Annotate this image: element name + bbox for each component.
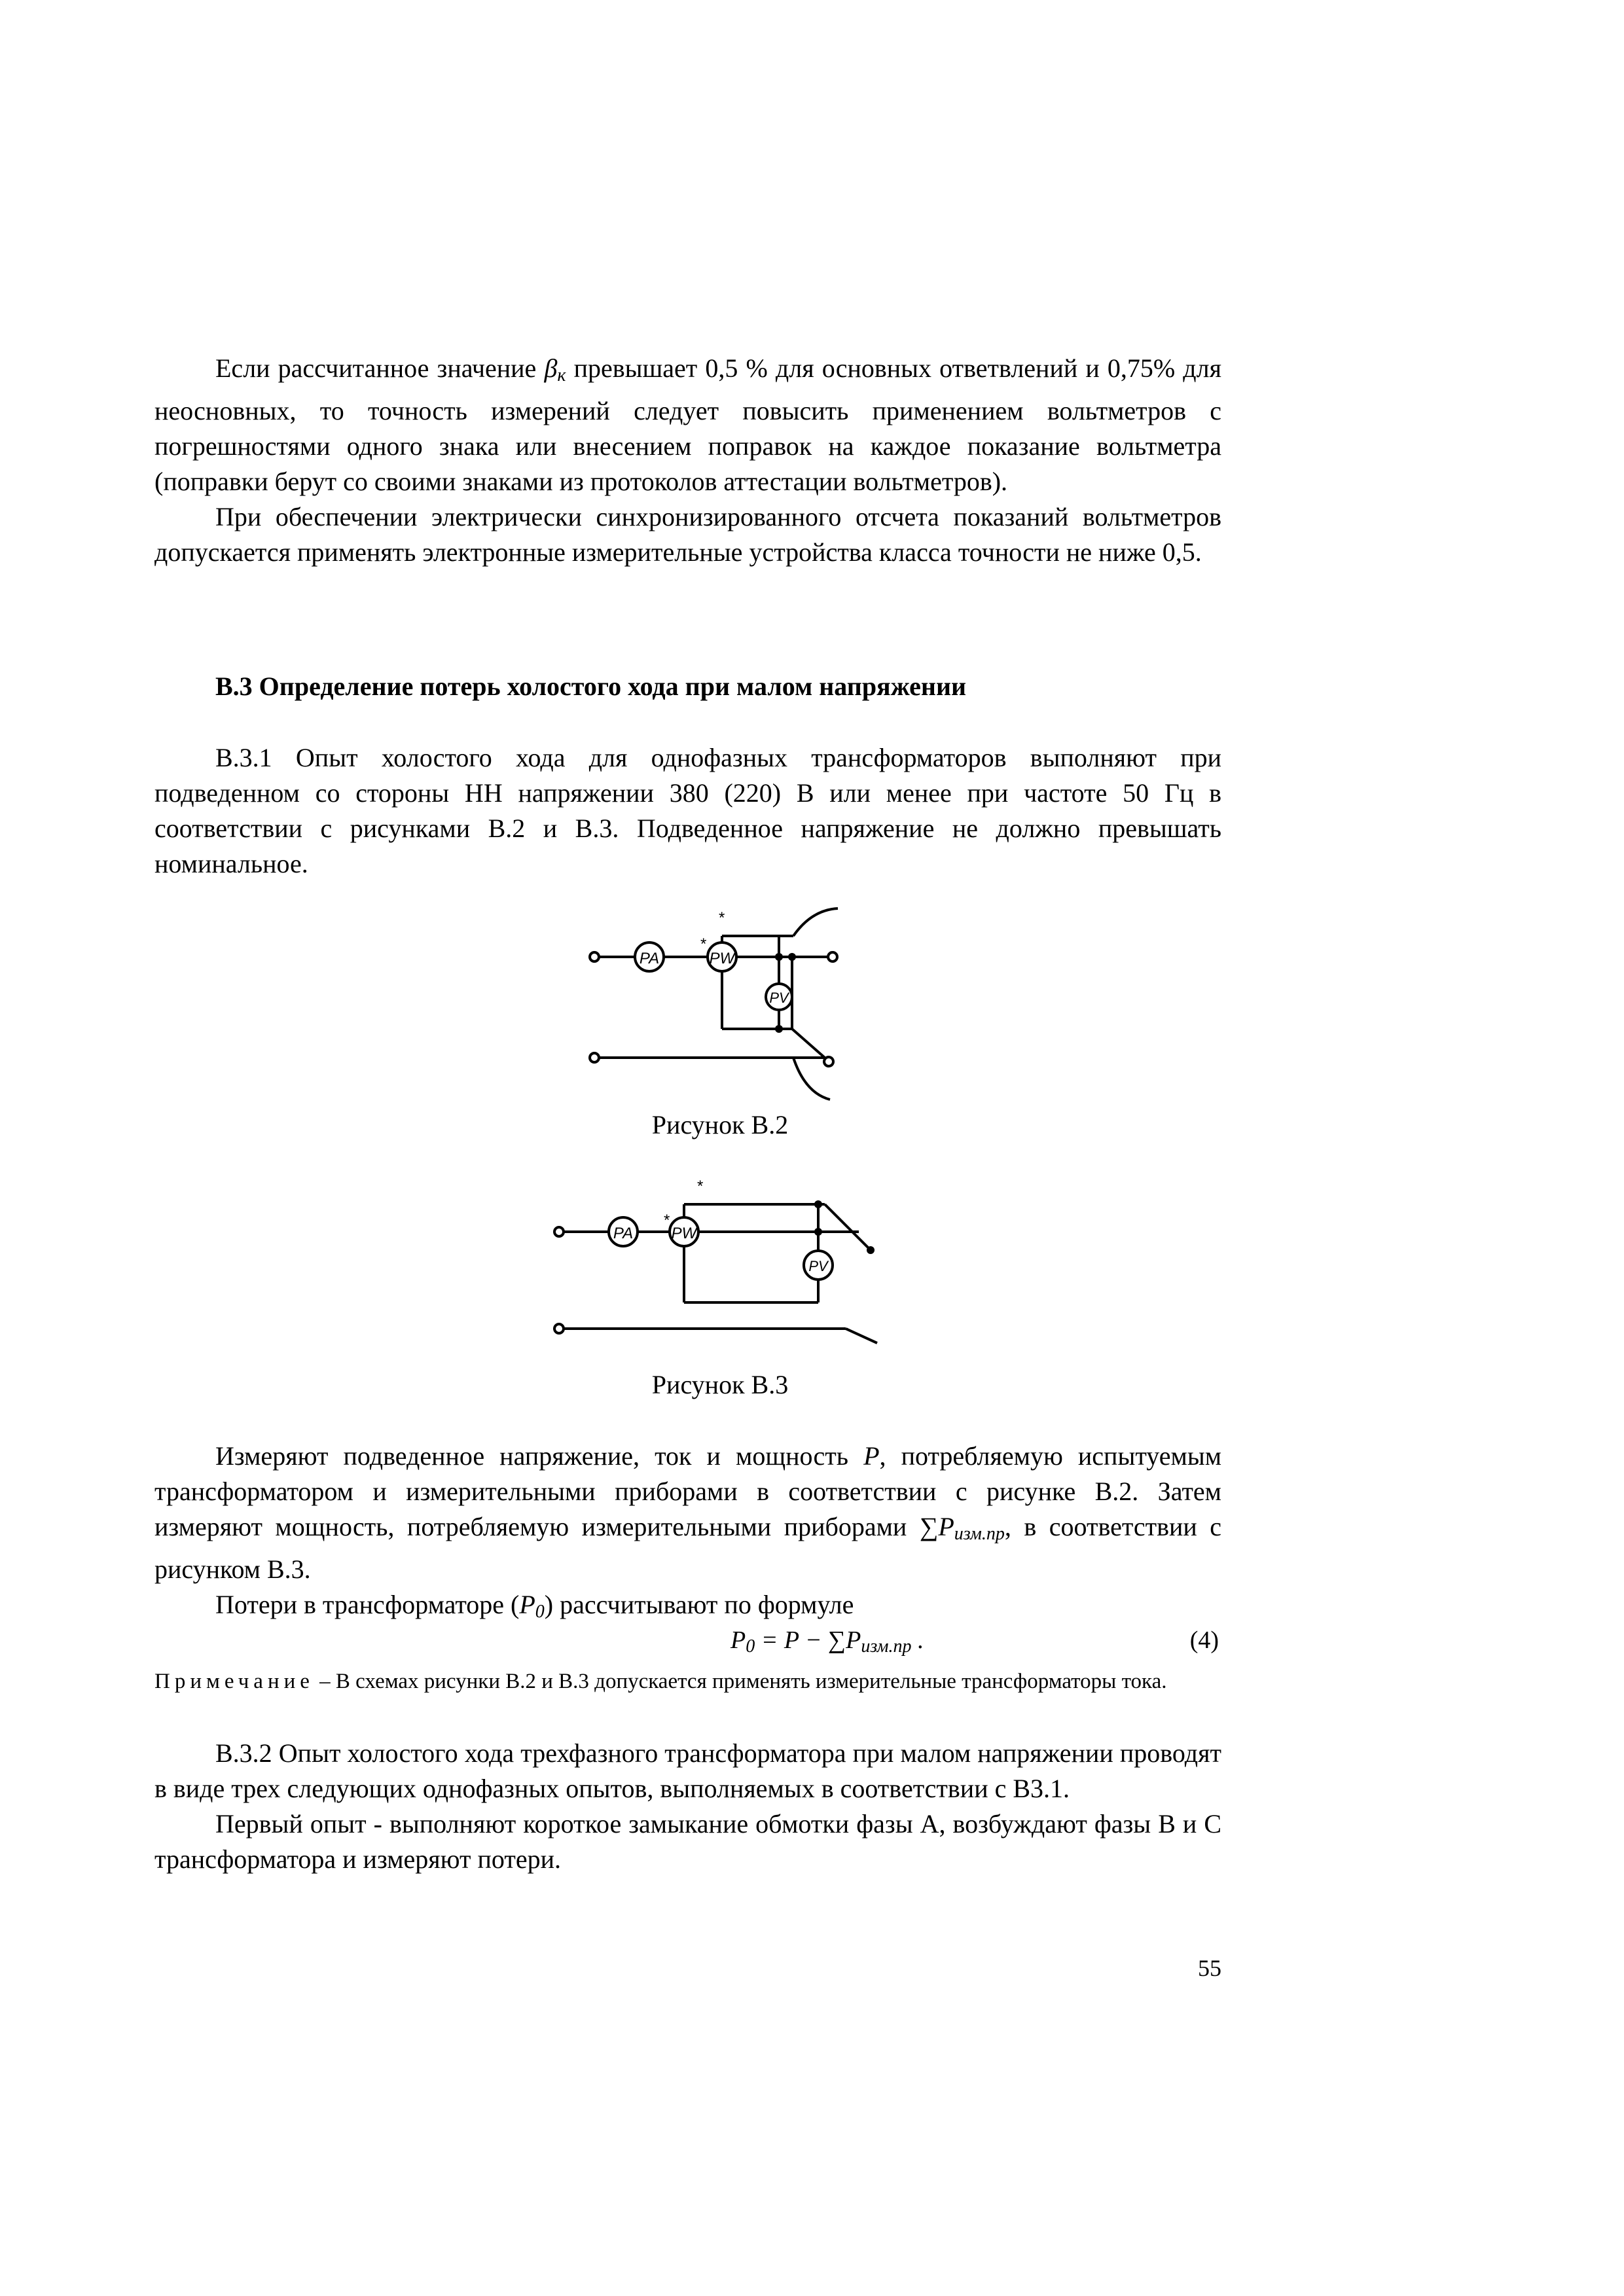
circuit-diagram-b2 [583,903,871,1113]
note: Примечание – В схемах рисунки В.2 и В.3 допускается применять измерительные трансформаторы тока. [154,1670,1167,1693]
paragraph-5: Потери в трансформаторе $(P_0)$ рассчитывают по формуле [215,1590,854,1622]
sum-symbol: $\sum P_{изм.пр}$ [919,1512,1005,1544]
svg-text:PA: PA [639,950,660,967]
voltmeter-pv [804,1251,833,1280]
svg-text:PA: PA [613,1225,634,1242]
asterisk-mark: * [664,1211,670,1229]
asterisk-mark: * [700,935,707,953]
asterisk-mark: * [719,909,725,927]
formula-4 [154,1623,1221,1660]
p0-symbol: $P_0$ [519,1590,545,1622]
paragraph-6: В.3.2 Опыт холостого хода трехфазного трансформатора при малом напряжении проводят в виде трех следующих однофазных опытов, выполняемых в соответствии с В3.1. [154,1738,1221,1803]
ammeter-pa [609,1217,638,1246]
paragraph-7: Первый опыт - выполняют короткое замыкание обмотки фазы А, возбуждают фазы В и С трансформатора и измеряют потери. [154,1809,1221,1874]
text-block-4 [154,1736,1221,1877]
figure-caption-b2: Рисунок В.2 [651,1110,789,1139]
formula-number: (4) [1189,1626,1219,1654]
svg-text:PW: PW [671,1225,697,1242]
svg-text:PV: PV [769,990,789,1006]
paragraph-3: В.3.1 Опыт холостого хода для однофазных трансформаторов выполняют при подведенном со стороны НН напряжении 380 (220) В или менее при частоте 50 Гц в соответствии с рисунками В.2 и В.3. Подведенное напряжение не должно превышать номинальное. [154,743,1221,878]
voltmeter-pv [766,984,792,1010]
text-block-2 [154,740,1221,882]
note-lead: Примечание [154,1670,314,1693]
paragraph-4: Измеряют подведенное напряжение, ток и мощность P, потребляемую испытуемым трансформатором и измерительными приборами в соответствии с рисунке В.2. Затем измеряют мощность, потребляемую измерительными приборами $\sum P_{изм.пр}$, в соответствии с рисунком В.3. [154,1441,1222,1584]
svg-text:PW: PW [709,950,735,967]
svg-text:PV: PV [808,1258,828,1274]
beta-symbol: $\beta_к$ [544,353,566,386]
wattmeter-pw [708,942,736,971]
asterisk-mark: * [697,1177,704,1195]
wattmeter-pw [670,1217,698,1246]
text-block-3 [154,1439,1221,1630]
ammeter-pa [635,942,664,971]
page-number: 55 [1198,1955,1221,1981]
paragraph-2: При обеспечении электрически синхронизированного отсчета показаний вольтметров допускается применять электронные измерительные устройства класса точности не ниже 0,5. [154,502,1221,567]
paragraph-1: Если рассчитанное значение $\beta_к$ превышает 0,5 % для основных ответвлений и 0,75% для неосновных, то точность измерений следует повысить применением вольтметров с погрешностями одного знака или внесением поправок на каждое показание вольтметра (поправки берут со своими знаками из протоколов аттестации вольтметров). [154,353,1222,496]
figure-caption-b3: Рисунок В.3 [651,1370,789,1399]
section-heading: В.3 Определение потерь холостого хода при малом напряжении [215,672,967,701]
circuit-diagram-b3 [550,1172,890,1368]
formula-expression: $P_0 = P - \sum P_{изм.пр}$ . [731,1626,924,1657]
text-block-1 [154,351,1221,570]
